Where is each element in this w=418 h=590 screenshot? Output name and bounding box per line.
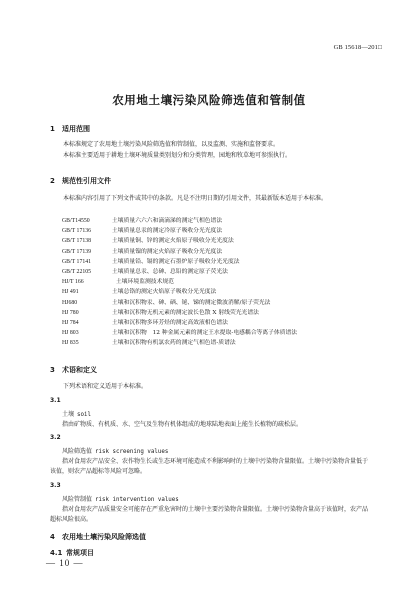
- section-number: 4.1: [50, 549, 63, 557]
- reference-code: GB/T14550: [62, 218, 90, 224]
- section-heading-terms: [50, 365, 97, 375]
- term-heading: [62, 446, 168, 455]
- term-chinese: 土壤: [62, 411, 75, 418]
- page-number: — 10 —: [46, 558, 84, 568]
- section-heading-references: [50, 176, 111, 186]
- standard-code: GB 15618—201□: [333, 44, 382, 51]
- reference-code: HJ 784: [62, 320, 79, 327]
- term-number: 3.3: [50, 482, 61, 489]
- reference-row: [62, 277, 297, 287]
- reference-code: HJ/T 166: [62, 279, 84, 286]
- reference-row: [62, 318, 297, 328]
- terms-intro: 下列术语和定义适用于本标准。: [63, 383, 148, 390]
- section-title: 常规项目: [66, 549, 94, 557]
- reference-row: [62, 236, 297, 246]
- reference-title: 土壤质量总汞的测定冷原子吸收分光光度法: [112, 228, 223, 235]
- term-english: soil: [77, 412, 91, 418]
- section-number: 2: [50, 177, 55, 185]
- term-chinese: 风险管制值: [62, 496, 93, 503]
- term-definition: 指对食用农产品质量安全可能存在严重危害时的土壤中主要污染物含量限值。土壤中污染物含量高于该值时，农产品超标风险很高。: [50, 506, 369, 523]
- reference-row: [62, 216, 297, 226]
- references-intro: 本标准内容引用了下列文件或其中的条款。凡是不注明日期的引用文件，其最新版本适用于本标准。: [63, 195, 328, 202]
- reference-code: GB/T 17141: [62, 258, 92, 265]
- reference-title: 土壤质量六六六和滴滴涕的测定气相色谱法: [112, 218, 223, 224]
- section-number: 4: [50, 533, 55, 541]
- section-title: 术语和定义: [62, 366, 97, 374]
- reference-code: HJ 835: [62, 340, 79, 347]
- reference-code: HJ680: [62, 299, 78, 306]
- reference-code: HJ 491: [62, 289, 79, 296]
- reference-code: HJ 780: [62, 309, 79, 316]
- term-definition: 指对食用农产品安全、农作物生长或生态环境可能造成不利影响时的土壤中污染物含量限值。土壤中污染物含量低于该值，则农产品超标等风险可忽略。: [50, 458, 369, 475]
- reference-title: 土壤环境监测技术规范: [116, 279, 174, 286]
- term-chinese: 风险筛选值: [62, 448, 93, 455]
- term-english: risk intervention values: [95, 497, 179, 503]
- term-number: 3.1: [50, 397, 61, 404]
- reference-title: 土壤和沉积物 12 种金属元素的测定王水提取-电感耦合等离子体质谱法: [112, 330, 298, 337]
- reference-row: [62, 267, 297, 277]
- subsection-heading-routine-items: [50, 548, 94, 558]
- scope-paragraph-2: 本标准主要适用于耕地土壤环境质量类别划分和分类管理，园地和牧草地可参照执行。: [63, 152, 292, 159]
- reference-row: [62, 257, 297, 267]
- term-definition: 指由矿物质、有机质、水、空气及生物有机体组成的地球陆地表面上能生长植物的疏松层。: [62, 421, 303, 428]
- reference-title: 土壤和沉积物无机元素的测定波长色散 X 射线荧光光谱法: [112, 309, 259, 316]
- reference-row: [62, 287, 297, 297]
- section-heading-screening-values: [50, 532, 146, 542]
- reference-title: 土壤总铬的测定火焰原子吸收分光光度法: [112, 289, 217, 296]
- section-title: 农用地土壤污染风险筛选值: [62, 533, 146, 541]
- reference-title: 土壤质量铜、锌的测定火焰原子吸收分光光度法: [112, 238, 234, 245]
- term-heading: [62, 409, 91, 418]
- reference-title: 土壤质量铅、镉的测定石墨炉原子吸收分光光度法: [112, 258, 240, 265]
- reference-row: [62, 338, 297, 348]
- reference-code: GB/T 22105: [62, 269, 92, 276]
- reference-code: GB/T 17138: [62, 238, 92, 245]
- reference-code: GB/T 17139: [62, 248, 92, 255]
- reference-list: [62, 216, 297, 349]
- section-number: 3: [50, 366, 55, 374]
- reference-code: HJ 803: [62, 330, 79, 337]
- reference-title: 土壤和沉积物多环芳烃的测定高效液相色谱法: [112, 320, 228, 327]
- section-title: 规范性引用文件: [62, 177, 111, 185]
- reference-title: 土壤质量总汞、总砷、总铅的测定原子荧光法: [112, 269, 228, 276]
- reference-title: 土壤和沉积物有机氯农药的测定气相色谱-质谱法: [112, 340, 236, 347]
- term-number: 3.2: [50, 434, 61, 441]
- term-heading: [62, 494, 179, 503]
- reference-row: [62, 328, 297, 338]
- term-english: risk screening values: [95, 449, 169, 455]
- reference-title: 土壤质量镍的测定火焰原子吸收分光光度法: [112, 248, 223, 255]
- reference-title: 土壤和沉积物汞、砷、硒、铋、锑的测定微波消解/原子荧光法: [112, 299, 271, 306]
- reference-code: GB/T 17136: [62, 228, 92, 235]
- section-number: 1: [50, 125, 55, 133]
- reference-row: [62, 298, 297, 308]
- scope-paragraph-1: 本标准规定了农用地土壤污染风险筛选值和管制值，以及监测、实施和监督要求。: [63, 141, 280, 148]
- section-title: 适用范围: [62, 125, 90, 133]
- reference-row: [62, 308, 297, 318]
- section-heading-scope: [50, 124, 90, 134]
- page-title: 农用地土壤污染风险筛选值和管制值: [112, 93, 306, 107]
- reference-row: [62, 226, 297, 236]
- reference-row: [62, 247, 297, 257]
